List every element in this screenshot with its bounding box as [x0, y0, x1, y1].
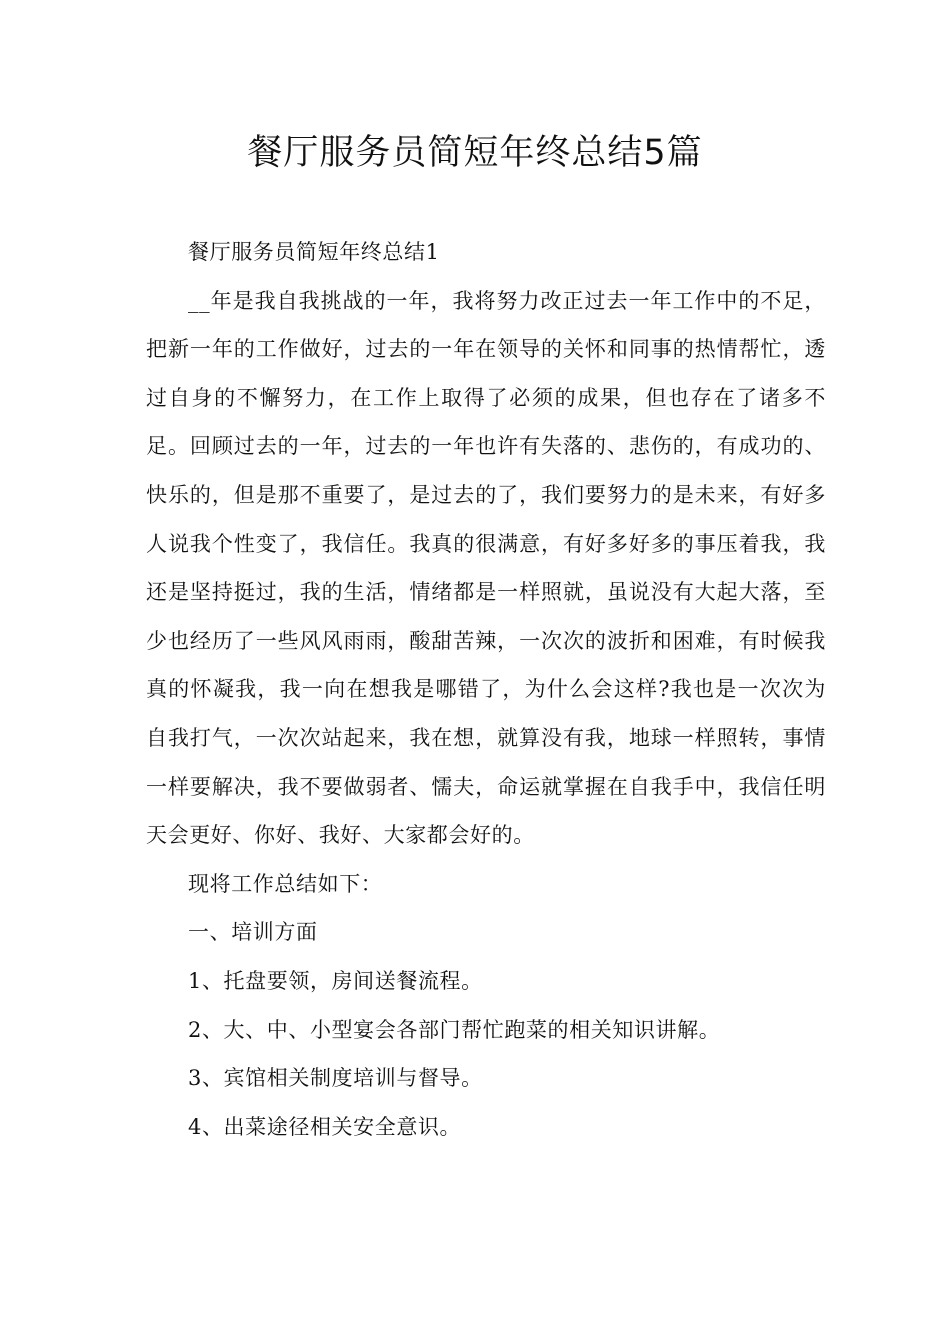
training-item: 2、大、中、小型宴会各部门帮忙跑菜的相关知识讲解。	[188, 1017, 721, 1042]
document-title: 餐厅服务员简短年终总结5篇	[247, 133, 703, 173]
section-heading: 餐厅服务员简短年终总结1	[188, 240, 440, 264]
document-body	[146, 228, 826, 1151]
summary-intro: 现将工作总结如下：	[188, 871, 383, 896]
main-paragraph: __年是我自我挑战的一年，我将努力改正过去一年工作中的不足，把新一年的工作做好，过去的一年在领导的关怀和同事的热情帮忙，透过自身的不懈努力，在工作上取得了必须的成果，但也存在了诸多不足。回顾过去的一年，过去的一年也许有失落的、悲伤的，有成功的、快乐的，但是那不重要了，是过去的了，我们要努力的是未来，有好多人说我个性变了，我信任。我真的很满意，有好多好多的事压着我，我还是坚持挺过，我的生活，情绪都是一样照就，虽说没有大起大落，至少也经历了一些风风雨雨，酸甜苦辣，一次次的波折和困难，有时候我真的怀凝我，我一向在想我是哪错了，为什么会这样?我也是一次次为自我打气，一次次站起来，我在想，就算没有我，地球一样照转，事情一样要解决，我不要做弱者、懦夫，命运就掌握在自我手中，我信任明天会更好、你好、我好、大家都会好的。	[146, 288, 826, 848]
training-item: 4、出菜途径相关安全意识。	[188, 1114, 462, 1139]
training-item: 3、宾馆相关制度培训与督导。	[188, 1066, 483, 1091]
training-heading: 一、培训方面	[188, 920, 318, 945]
training-item: 1、托盘要领，房间送餐流程。	[188, 968, 483, 993]
